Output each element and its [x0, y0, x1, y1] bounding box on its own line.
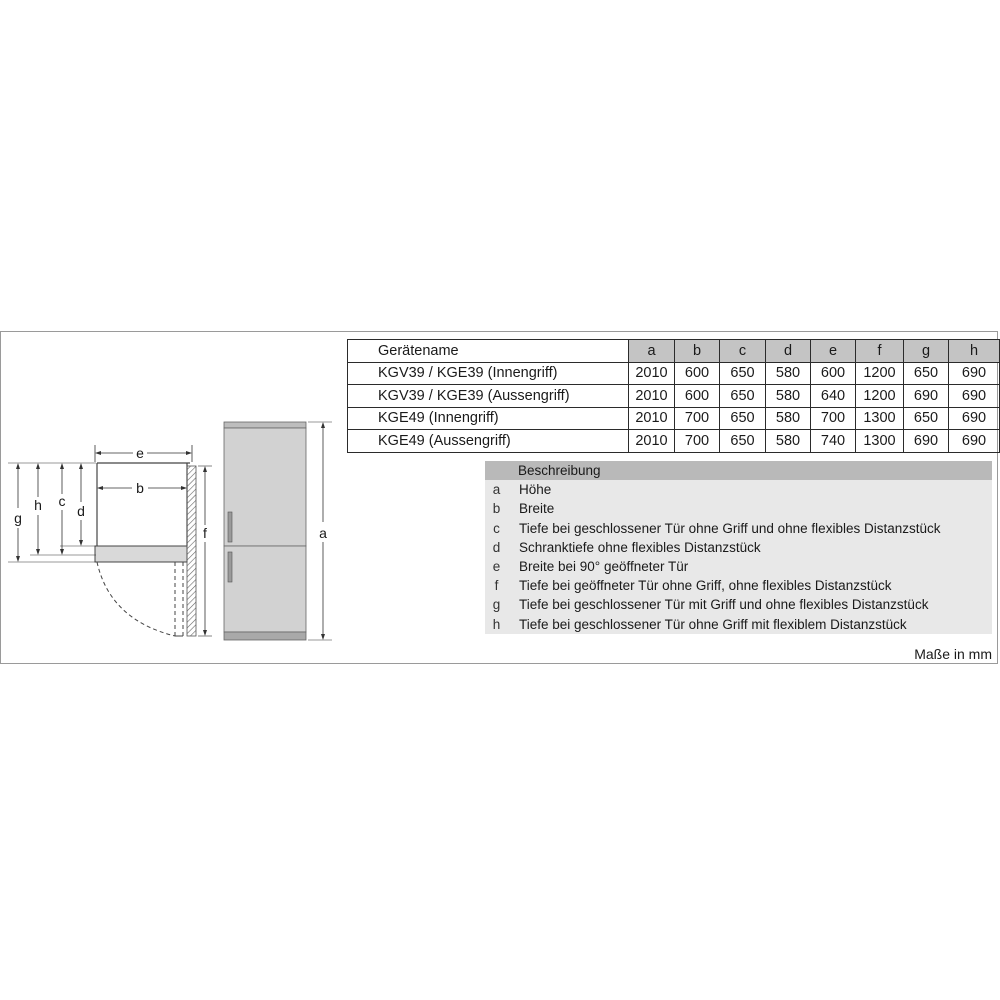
table-cell: 580 [766, 362, 811, 385]
table-row [348, 407, 1000, 430]
legend-header-row [485, 461, 992, 480]
dimension-diagram [0, 331, 345, 664]
label-f: f [203, 525, 207, 541]
legend-text: Tiefe bei geschlossener Tür ohne Griff mit flexiblem Distanzstück [519, 616, 907, 632]
table-cell: 650 [720, 430, 766, 453]
legend-item [485, 615, 992, 634]
dimension-a [308, 422, 332, 640]
top-view [95, 463, 196, 636]
column-header: a [629, 340, 675, 363]
label-b: b [136, 480, 144, 496]
legend-item [485, 557, 992, 576]
legend-text: Tiefe bei geschlossener Tür mit Griff und ohne flexibles Distanzstück [519, 597, 929, 613]
legend-item [485, 576, 992, 595]
dimension-b [97, 480, 187, 496]
label-h: h [34, 497, 42, 513]
legend-key: d [492, 539, 501, 555]
table-cell: 700 [811, 407, 856, 430]
table-cell: 600 [811, 362, 856, 385]
model-name: KGE49 (Innengriff) [348, 407, 629, 430]
table-cell: 650 [904, 407, 949, 430]
legend-key: c [493, 520, 500, 536]
unit-note: Maße in mm [914, 646, 992, 662]
table-cell: 690 [904, 430, 949, 453]
table-cell: 690 [949, 407, 1000, 430]
legend-item [485, 538, 992, 557]
front-view [224, 422, 306, 640]
table-cell: 1200 [856, 385, 904, 408]
dimensions-table [347, 339, 1000, 453]
table-row [348, 430, 1000, 453]
table-cell: 1300 [856, 407, 904, 430]
column-header: c [720, 340, 766, 363]
legend-text: Schranktiefe ohne flexibles Distanzstück [519, 539, 761, 555]
table-cell: 2010 [629, 430, 675, 453]
table-cell: 640 [811, 385, 856, 408]
column-header: g [904, 340, 949, 363]
table-cell: 2010 [629, 362, 675, 385]
column-header: d [766, 340, 811, 363]
label-e: e [136, 445, 144, 461]
table-cell: 700 [675, 407, 720, 430]
column-header: b [675, 340, 720, 363]
table-cell: 2010 [629, 407, 675, 430]
legend-key: a [492, 482, 501, 498]
table-cell: 690 [949, 362, 1000, 385]
table-header-row [348, 340, 1000, 363]
table-cell: 2010 [629, 385, 675, 408]
model-name: KGE49 (Aussengriff) [348, 430, 629, 453]
table-cell: 690 [949, 385, 1000, 408]
legend-item [485, 595, 992, 614]
legend-text: Breite [519, 501, 555, 517]
table-cell: 650 [720, 362, 766, 385]
column-header: e [811, 340, 856, 363]
legend-item [485, 519, 992, 538]
table-cell: 650 [720, 407, 766, 430]
table-cell: 1200 [856, 362, 904, 385]
table-cell: 600 [675, 385, 720, 408]
table-cell: 580 [766, 385, 811, 408]
legend-key: e [492, 559, 501, 575]
table-cell: 580 [766, 430, 811, 453]
dimension-f [198, 466, 212, 636]
table-cell: 600 [675, 362, 720, 385]
legend-item [485, 499, 992, 518]
legend-key: g [492, 597, 501, 613]
table-cell: 690 [904, 385, 949, 408]
label-c: c [58, 493, 66, 509]
table-cell: 740 [811, 430, 856, 453]
legend-text: Tiefe bei geschlossener Tür ohne Griff und ohne flexibles Distanzstück [519, 520, 941, 536]
legend-item [485, 480, 992, 499]
legend-text: Tiefe bei geöffneter Tür ohne Griff, ohne flexibles Distanzstück [519, 578, 892, 594]
label-g: g [14, 510, 22, 526]
table-cell: 650 [720, 385, 766, 408]
label-a: a [319, 525, 327, 541]
table-row [348, 362, 1000, 385]
column-header: f [856, 340, 904, 363]
legend-text: Breite bei 90° geöffneter Tür [519, 559, 689, 575]
column-header: h [949, 340, 1000, 363]
column-header-name: Gerätename [348, 340, 629, 363]
table-cell: 580 [766, 407, 811, 430]
description-legend [485, 461, 992, 634]
legend-text: Höhe [519, 482, 552, 498]
legend-title: Beschreibung [508, 461, 992, 480]
table-cell: 700 [675, 430, 720, 453]
depth-dimensions [8, 463, 96, 562]
table-cell: 1300 [856, 430, 904, 453]
table-cell: 690 [949, 430, 1000, 453]
label-d: d [77, 503, 85, 519]
table-row [348, 385, 1000, 408]
model-name: KGV39 / KGE39 (Aussengriff) [348, 385, 629, 408]
legend-key: f [494, 578, 499, 594]
table-cell: 650 [904, 362, 949, 385]
legend-key: b [492, 501, 501, 517]
model-name: KGV39 / KGE39 (Innengriff) [348, 362, 629, 385]
legend-key: h [492, 616, 501, 632]
dimension-e [95, 445, 192, 462]
